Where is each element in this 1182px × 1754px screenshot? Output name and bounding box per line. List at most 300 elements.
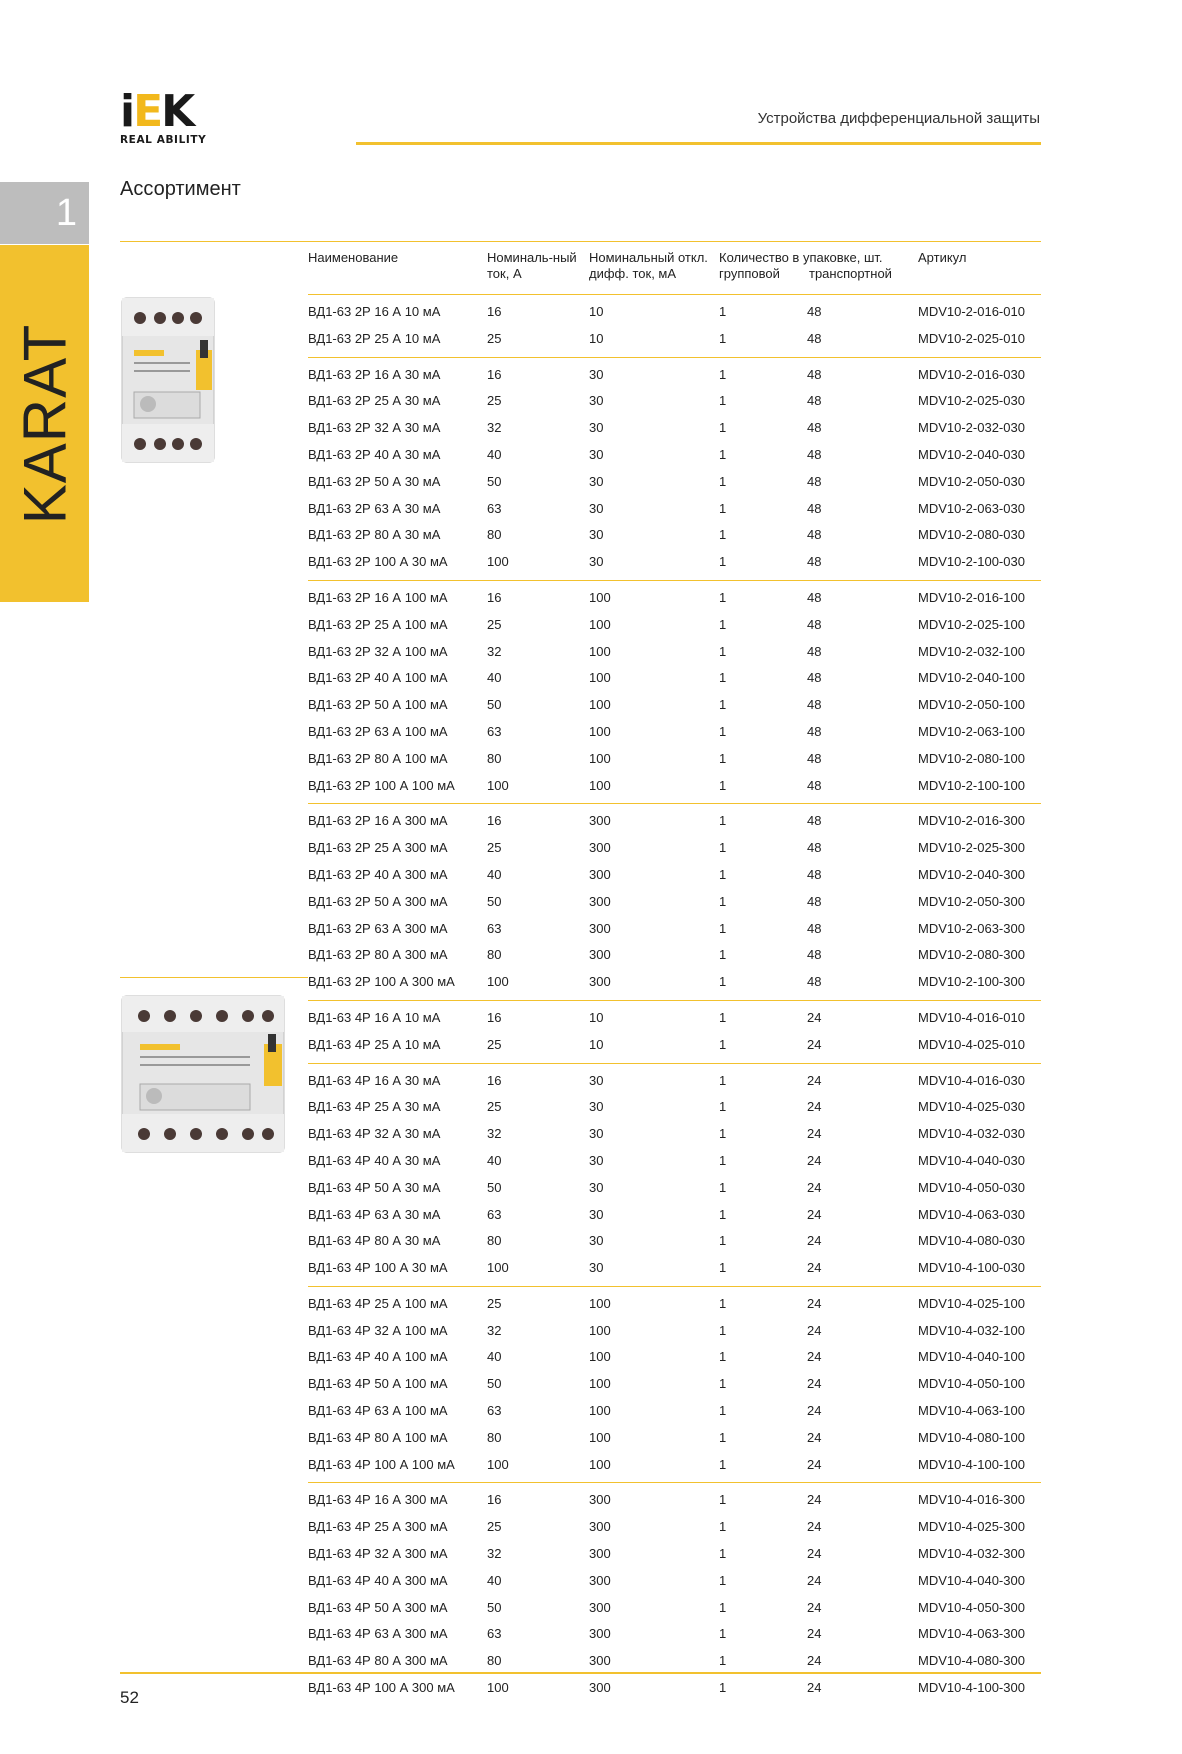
cell-pack-group: 1 — [719, 527, 727, 543]
cell-pack-group: 1 — [719, 866, 727, 882]
header-article: Артикул — [918, 250, 967, 265]
product-section-divider — [120, 977, 308, 978]
cell-pack-transport: 24 — [807, 1653, 822, 1669]
table-row — [308, 1255, 1041, 1282]
table-row — [308, 1094, 1041, 1121]
cell-pack-transport: 48 — [807, 616, 822, 632]
logo-mark-k: K — [161, 86, 194, 137]
cell-rated-current: 16 — [487, 304, 502, 319]
cell-article: MDV10-2-100-030 — [918, 554, 1025, 570]
cell-diff-current: 100 — [589, 723, 611, 739]
cell-pack-transport: 48 — [807, 893, 822, 909]
table-row — [308, 585, 1041, 612]
table-row — [308, 362, 1041, 389]
header-rated-current-line1: Номиналь-ный — [487, 250, 577, 265]
header-pack-group: групповой — [719, 266, 780, 281]
logo-tagline: REAL ABILITY — [120, 134, 207, 146]
cell-pack-group: 1 — [719, 1260, 727, 1276]
cell-name: ВД1-63 4Р 40 А 30 мА — [308, 1152, 441, 1168]
cell-article: MDV10-2-080-030 — [918, 527, 1025, 543]
cell-diff-current: 300 — [589, 840, 611, 856]
cell-name: ВД1-63 4Р 25 А 100 мА — [308, 1295, 448, 1311]
table-row — [308, 496, 1041, 523]
cell-article: MDV10-2-040-100 — [918, 670, 1025, 686]
header-pack-qty: Количество в упаковке, шт. — [719, 250, 883, 265]
cell-diff-current: 100 — [589, 1295, 611, 1311]
circuit-breaker-icon — [120, 994, 286, 1154]
table-group — [308, 357, 1041, 580]
cell-rated-current: 100 — [487, 777, 509, 793]
cell-name: ВД1-63 4Р 25 А 10 мА — [308, 1036, 441, 1052]
cell-pack-transport: 24 — [807, 1429, 822, 1445]
cell-pack-transport: 24 — [807, 1626, 822, 1642]
cell-diff-current: 30 — [589, 366, 604, 382]
table-row — [308, 1425, 1041, 1452]
cell-rated-current: 16 — [487, 1072, 502, 1088]
cell-pack-group: 1 — [719, 1322, 727, 1338]
cell-pack-transport: 48 — [807, 500, 822, 516]
cell-diff-current: 300 — [589, 866, 611, 882]
cell-name: ВД1-63 4Р 50 А 300 мА — [308, 1599, 448, 1615]
header-rated-current — [487, 250, 577, 282]
cell-diff-current: 30 — [589, 1179, 604, 1195]
cell-rated-current: 25 — [487, 1099, 502, 1115]
cell-pack-group: 1 — [719, 1206, 727, 1222]
cell-pack-transport: 48 — [807, 813, 822, 829]
cell-name: ВД1-63 4Р 63 А 300 мА — [308, 1626, 448, 1642]
cell-rated-current: 32 — [487, 1322, 502, 1338]
cell-pack-transport: 48 — [807, 697, 822, 713]
cell-article: MDV10-4-100-300 — [918, 1680, 1025, 1696]
product-table — [308, 250, 1041, 1706]
cell-pack-group: 1 — [719, 589, 727, 605]
cell-pack-group: 1 — [719, 1429, 727, 1445]
cell-pack-group: 1 — [719, 947, 727, 963]
cell-diff-current: 300 — [589, 947, 611, 963]
cell-pack-group: 1 — [719, 840, 727, 856]
cell-rated-current: 100 — [487, 1260, 509, 1276]
cell-diff-current: 100 — [589, 697, 611, 713]
table-row — [308, 469, 1041, 496]
cell-pack-group: 1 — [719, 1179, 727, 1195]
section-divider — [120, 241, 1041, 242]
cell-rated-current: 100 — [487, 974, 509, 990]
cell-diff-current: 30 — [589, 1152, 604, 1168]
cell-pack-group: 1 — [719, 1009, 727, 1025]
cell-pack-transport: 24 — [807, 1349, 822, 1365]
cell-rated-current: 63 — [487, 1626, 502, 1642]
cell-name: ВД1-63 4Р 32 А 300 мА — [308, 1546, 448, 1562]
table-row — [308, 326, 1041, 353]
cell-diff-current: 100 — [589, 1456, 611, 1472]
circuit-breaker-icon — [120, 296, 216, 464]
cell-diff-current: 100 — [589, 1349, 611, 1365]
cell-pack-group: 1 — [719, 1072, 727, 1088]
cell-diff-current: 30 — [589, 1260, 604, 1276]
cell-rated-current: 40 — [487, 1572, 502, 1588]
cell-article: MDV10-4-050-300 — [918, 1599, 1025, 1615]
cell-pack-group: 1 — [719, 1456, 727, 1472]
cell-pack-transport: 48 — [807, 393, 822, 409]
rcd-2-pole-image — [120, 296, 216, 469]
cell-pack-group: 1 — [719, 1492, 727, 1508]
cell-name: ВД1-63 2Р 40 А 300 мА — [308, 866, 448, 882]
chapter-number: 1 — [55, 192, 77, 234]
table-group — [308, 1286, 1041, 1483]
cell-article: MDV10-2-100-300 — [918, 974, 1025, 990]
cell-name: ВД1-63 2Р 25 А 300 мА — [308, 840, 448, 856]
cell-name: ВД1-63 4Р 40 А 100 мА — [308, 1349, 448, 1365]
header-title: Устройства дифференциальной защиты — [757, 110, 1040, 127]
cell-pack-group: 1 — [719, 304, 727, 319]
cell-name: ВД1-63 2Р 32 А 100 мА — [308, 643, 448, 659]
cell-pack-group: 1 — [719, 1572, 727, 1588]
cell-diff-current: 30 — [589, 1206, 604, 1222]
cell-name: ВД1-63 2Р 63 А 30 мА — [308, 500, 441, 516]
cell-rated-current: 50 — [487, 697, 502, 713]
cell-diff-current: 300 — [589, 1492, 611, 1508]
table-row — [308, 1595, 1041, 1622]
cell-pack-group: 1 — [719, 1349, 727, 1365]
cell-rated-current: 40 — [487, 1349, 502, 1365]
cell-pack-group: 1 — [719, 1403, 727, 1419]
cell-rated-current: 63 — [487, 1403, 502, 1419]
cell-pack-group: 1 — [719, 777, 727, 793]
cell-pack-transport: 24 — [807, 1260, 822, 1276]
cell-pack-group: 1 — [719, 1680, 727, 1696]
logo-mark-e: E — [133, 86, 162, 137]
cell-diff-current: 100 — [589, 589, 611, 605]
cell-pack-transport: 48 — [807, 723, 822, 739]
table-row — [308, 1032, 1041, 1059]
cell-name: ВД1-63 2Р 80 А 30 мА — [308, 527, 441, 543]
cell-pack-group: 1 — [719, 330, 727, 346]
cell-rated-current: 80 — [487, 1233, 502, 1249]
cell-pack-transport: 48 — [807, 643, 822, 659]
chapter-name: KARAT — [11, 323, 78, 524]
table-group — [308, 803, 1041, 1000]
cell-article: MDV10-2-040-030 — [918, 446, 1025, 462]
cell-rated-current: 32 — [487, 1126, 502, 1142]
cell-diff-current: 10 — [589, 330, 604, 346]
cell-diff-current: 30 — [589, 446, 604, 462]
cell-pack-transport: 48 — [807, 446, 822, 462]
cell-pack-group: 1 — [719, 670, 727, 686]
cell-article: MDV10-2-032-030 — [918, 420, 1025, 436]
cell-diff-current: 30 — [589, 420, 604, 436]
table-row — [308, 522, 1041, 549]
table-row — [308, 1452, 1041, 1479]
table-row — [308, 665, 1041, 692]
table-row — [308, 1541, 1041, 1568]
table-row — [308, 916, 1041, 943]
cell-name: ВД1-63 2Р 80 А 300 мА — [308, 947, 448, 963]
table-row — [308, 1228, 1041, 1255]
cell-diff-current: 10 — [589, 1009, 604, 1025]
cell-rated-current: 50 — [487, 1599, 502, 1615]
table-row — [308, 889, 1041, 916]
cell-pack-group: 1 — [719, 1233, 727, 1249]
table-row — [308, 299, 1041, 326]
cell-name: ВД1-63 2Р 25 А 10 мА — [308, 330, 441, 346]
cell-pack-transport: 48 — [807, 366, 822, 382]
cell-name: ВД1-63 4Р 80 А 300 мА — [308, 1653, 448, 1669]
cell-rated-current: 25 — [487, 840, 502, 856]
cell-pack-group: 1 — [719, 1295, 727, 1311]
cell-name: ВД1-63 4Р 25 А 30 мА — [308, 1099, 441, 1115]
cell-article: MDV10-4-063-100 — [918, 1403, 1025, 1419]
table-row — [308, 746, 1041, 773]
cell-pack-transport: 48 — [807, 304, 822, 319]
cell-article: MDV10-2-016-010 — [918, 304, 1025, 319]
cell-diff-current: 100 — [589, 670, 611, 686]
cell-diff-current: 30 — [589, 473, 604, 489]
cell-pack-transport: 48 — [807, 750, 822, 766]
cell-rated-current: 63 — [487, 1206, 502, 1222]
header-name: Наименование — [308, 250, 399, 265]
table-group — [308, 1000, 1041, 1063]
cell-diff-current: 300 — [589, 1653, 611, 1669]
cell-article: MDV10-2-025-300 — [918, 840, 1025, 856]
cell-name: ВД1-63 4Р 80 А 30 мА — [308, 1233, 441, 1249]
cell-pack-group: 1 — [719, 1626, 727, 1642]
cell-rated-current: 32 — [487, 643, 502, 659]
cell-name: ВД1-63 4Р 50 А 100 мА — [308, 1376, 448, 1392]
cell-diff-current: 10 — [589, 1036, 604, 1052]
cell-pack-group: 1 — [719, 554, 727, 570]
table-row — [308, 442, 1041, 469]
cell-rated-current: 40 — [487, 446, 502, 462]
cell-pack-group: 1 — [719, 393, 727, 409]
table-row — [308, 1068, 1041, 1095]
cell-pack-transport: 48 — [807, 330, 822, 346]
cell-pack-transport: 24 — [807, 1295, 822, 1311]
cell-diff-current: 300 — [589, 813, 611, 829]
brand-logo — [120, 86, 207, 146]
cell-diff-current: 300 — [589, 974, 611, 990]
cell-pack-transport: 48 — [807, 947, 822, 963]
cell-article: MDV10-2-032-100 — [918, 643, 1025, 659]
cell-pack-transport: 48 — [807, 920, 822, 936]
cell-name: ВД1-63 2Р 16 А 300 мА — [308, 813, 448, 829]
cell-diff-current: 30 — [589, 554, 604, 570]
cell-pack-transport: 24 — [807, 1572, 822, 1588]
cell-article: MDV10-2-040-300 — [918, 866, 1025, 882]
cell-article: MDV10-4-080-300 — [918, 1653, 1025, 1669]
cell-pack-transport: 24 — [807, 1376, 822, 1392]
cell-pack-transport: 48 — [807, 589, 822, 605]
table-header — [308, 250, 1041, 294]
cell-article: MDV10-2-063-300 — [918, 920, 1025, 936]
cell-pack-transport: 48 — [807, 420, 822, 436]
cell-rated-current: 80 — [487, 947, 502, 963]
cell-pack-group: 1 — [719, 500, 727, 516]
cell-article: MDV10-4-016-010 — [918, 1009, 1025, 1025]
cell-name: ВД1-63 4Р 16 А 10 мА — [308, 1009, 441, 1025]
table-row — [308, 1121, 1041, 1148]
cell-diff-current: 100 — [589, 1376, 611, 1392]
table-row — [308, 1487, 1041, 1514]
cell-rated-current: 63 — [487, 920, 502, 936]
cell-rated-current: 32 — [487, 1546, 502, 1562]
cell-name: ВД1-63 4Р 25 А 300 мА — [308, 1519, 448, 1535]
cell-pack-group: 1 — [719, 920, 727, 936]
cell-rated-current: 63 — [487, 723, 502, 739]
cell-pack-transport: 48 — [807, 777, 822, 793]
cell-article: MDV10-4-100-100 — [918, 1456, 1025, 1472]
cell-diff-current: 30 — [589, 1072, 604, 1088]
table-row — [308, 942, 1041, 969]
cell-article: MDV10-4-100-030 — [918, 1260, 1025, 1276]
cell-pack-group: 1 — [719, 1546, 727, 1562]
cell-rated-current: 40 — [487, 866, 502, 882]
cell-article: MDV10-4-040-030 — [918, 1152, 1025, 1168]
cell-name: ВД1-63 2Р 50 А 300 мА — [308, 893, 448, 909]
section-title: Ассортимент — [120, 178, 241, 200]
cell-name: ВД1-63 2Р 50 А 100 мА — [308, 697, 448, 713]
table-body — [308, 294, 1041, 1706]
cell-article: MDV10-4-050-100 — [918, 1376, 1025, 1392]
table-row — [308, 1514, 1041, 1541]
cell-pack-group: 1 — [719, 1099, 727, 1115]
cell-article: MDV10-4-025-300 — [918, 1519, 1025, 1535]
table-group — [308, 294, 1041, 357]
cell-pack-group: 1 — [719, 420, 727, 436]
cell-pack-transport: 48 — [807, 974, 822, 990]
header-divider — [356, 142, 1041, 145]
cell-diff-current: 300 — [589, 920, 611, 936]
table-row — [308, 1148, 1041, 1175]
logo-mark — [120, 86, 206, 137]
cell-name: ВД1-63 4Р 100 А 100 мА — [308, 1456, 455, 1472]
cell-rated-current: 40 — [487, 670, 502, 686]
cell-diff-current: 100 — [589, 1403, 611, 1419]
cell-name: ВД1-63 4Р 16 А 30 мА — [308, 1072, 441, 1088]
cell-pack-transport: 24 — [807, 1233, 822, 1249]
table-row — [308, 1675, 1041, 1702]
table-row — [308, 612, 1041, 639]
cell-pack-transport: 24 — [807, 1599, 822, 1615]
table-row — [308, 1202, 1041, 1229]
cell-pack-group: 1 — [719, 893, 727, 909]
cell-pack-group: 1 — [719, 643, 727, 659]
cell-name: ВД1-63 4Р 32 А 100 мА — [308, 1322, 448, 1338]
cell-article: MDV10-2-016-100 — [918, 589, 1025, 605]
logo-mark-i: i — [120, 86, 134, 137]
cell-rated-current: 80 — [487, 1429, 502, 1445]
table-row — [308, 639, 1041, 666]
cell-rated-current: 80 — [487, 1653, 502, 1669]
cell-article: MDV10-2-050-100 — [918, 697, 1025, 713]
table-row — [308, 1568, 1041, 1595]
table-row — [308, 1291, 1041, 1318]
table-row — [308, 773, 1041, 800]
cell-rated-current: 50 — [487, 473, 502, 489]
cell-pack-transport: 24 — [807, 1680, 822, 1696]
cell-name: ВД1-63 2Р 16 А 30 мА — [308, 366, 441, 382]
table-row — [308, 808, 1041, 835]
cell-pack-group: 1 — [719, 697, 727, 713]
cell-rated-current: 50 — [487, 893, 502, 909]
cell-name: ВД1-63 2Р 63 А 300 мА — [308, 920, 448, 936]
table-group — [308, 580, 1041, 803]
cell-article: MDV10-4-080-100 — [918, 1429, 1025, 1445]
cell-name: ВД1-63 2Р 100 А 100 мА — [308, 777, 455, 793]
cell-name: ВД1-63 4Р 80 А 100 мА — [308, 1429, 448, 1445]
table-row — [308, 1398, 1041, 1425]
cell-article: MDV10-2-016-030 — [918, 366, 1025, 382]
cell-pack-group: 1 — [719, 616, 727, 632]
cell-pack-transport: 48 — [807, 866, 822, 882]
cell-pack-group: 1 — [719, 446, 727, 462]
cell-diff-current: 30 — [589, 1126, 604, 1142]
cell-article: MDV10-4-050-030 — [918, 1179, 1025, 1195]
rcd-4-pole-image — [120, 994, 286, 1159]
cell-rated-current: 25 — [487, 1519, 502, 1535]
cell-diff-current: 300 — [589, 1599, 611, 1615]
table-row — [308, 549, 1041, 576]
cell-name: ВД1-63 2Р 80 А 100 мА — [308, 750, 448, 766]
cell-diff-current: 30 — [589, 500, 604, 516]
cell-name: ВД1-63 4Р 63 А 30 мА — [308, 1206, 441, 1222]
cell-rated-current: 100 — [487, 554, 509, 570]
cell-pack-transport: 24 — [807, 1072, 822, 1088]
cell-name: ВД1-63 2Р 63 А 100 мА — [308, 723, 448, 739]
footer-divider — [120, 1672, 1041, 1674]
cell-name: ВД1-63 4Р 40 А 300 мА — [308, 1572, 448, 1588]
cell-rated-current: 50 — [487, 1376, 502, 1392]
cell-diff-current: 100 — [589, 643, 611, 659]
cell-article: MDV10-4-025-010 — [918, 1036, 1025, 1052]
cell-pack-group: 1 — [719, 366, 727, 382]
table-row — [308, 1005, 1041, 1032]
cell-article: MDV10-4-080-030 — [918, 1233, 1025, 1249]
cell-diff-current: 300 — [589, 1519, 611, 1535]
header-diff-current-line1: Номинальный откл. — [589, 250, 708, 265]
table-row — [308, 1344, 1041, 1371]
cell-name: ВД1-63 2Р 25 А 100 мА — [308, 616, 448, 632]
chapter-name-tab — [0, 245, 89, 602]
cell-article: MDV10-2-050-300 — [918, 893, 1025, 909]
cell-diff-current: 30 — [589, 1099, 604, 1115]
cell-rated-current: 100 — [487, 1680, 509, 1696]
cell-article: MDV10-4-040-300 — [918, 1572, 1025, 1588]
cell-article: MDV10-2-100-100 — [918, 777, 1025, 793]
cell-pack-transport: 24 — [807, 1206, 822, 1222]
cell-pack-transport: 48 — [807, 840, 822, 856]
cell-article: MDV10-2-080-300 — [918, 947, 1025, 963]
cell-rated-current: 32 — [487, 420, 502, 436]
cell-article: MDV10-4-025-030 — [918, 1099, 1025, 1115]
cell-rated-current: 80 — [487, 527, 502, 543]
cell-article: MDV10-4-040-100 — [918, 1349, 1025, 1365]
cell-pack-transport: 48 — [807, 527, 822, 543]
cell-article: MDV10-2-025-010 — [918, 330, 1025, 346]
header-diff-current-line2: дифф. ток, мА — [589, 266, 677, 281]
cell-pack-transport: 24 — [807, 1519, 822, 1535]
cell-article: MDV10-2-063-100 — [918, 723, 1025, 739]
table-row — [308, 969, 1041, 996]
cell-article: MDV10-4-032-100 — [918, 1322, 1025, 1338]
table-row — [308, 415, 1041, 442]
cell-article: MDV10-2-050-030 — [918, 473, 1025, 489]
header-rated-current-line2: ток, А — [487, 266, 522, 281]
cell-name: ВД1-63 4Р 100 А 30 мА — [308, 1260, 448, 1276]
cell-rated-current: 25 — [487, 330, 502, 346]
cell-pack-transport: 24 — [807, 1009, 822, 1025]
cell-diff-current: 100 — [589, 616, 611, 632]
cell-diff-current: 30 — [589, 527, 604, 543]
